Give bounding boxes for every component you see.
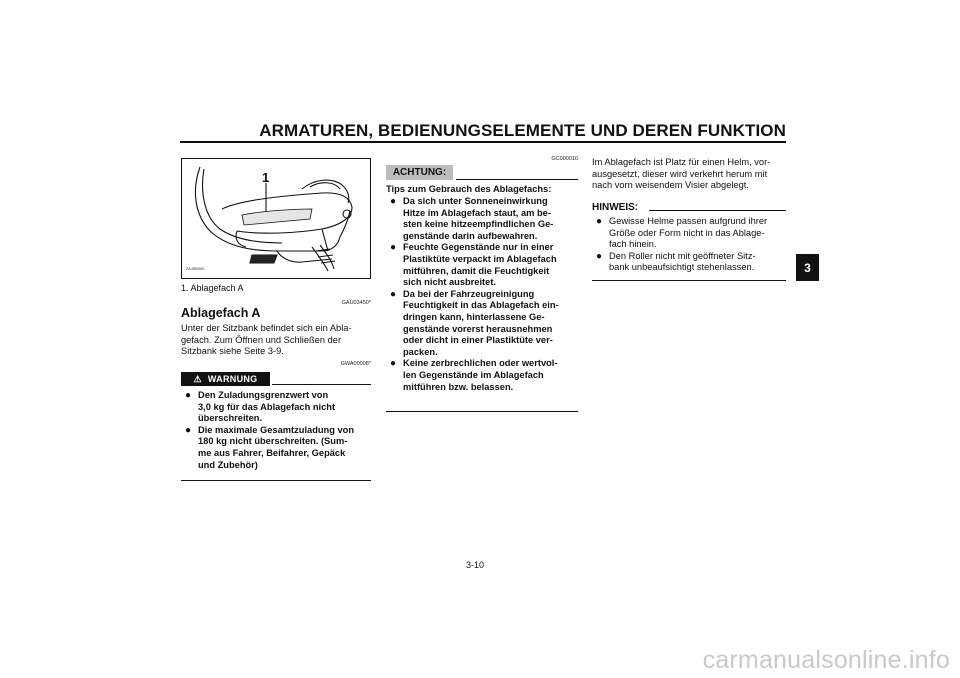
bullet-icon: ● — [596, 250, 603, 262]
list-line: Feuchte Gegenstände nur in einer — [403, 242, 554, 253]
list-item — [592, 216, 788, 251]
section-title: Ablagefach A — [181, 306, 261, 320]
bullet-icon: ● — [390, 196, 397, 207]
list-line: bank unbeaufsichtigt stehenlassen. — [609, 262, 755, 273]
list-line: oder dicht in einer Plastiktüte ver- — [403, 335, 553, 346]
list-line: Plastiktüte verpackt im Ablagefach — [403, 253, 557, 264]
list-line: Den Roller nicht mit geöffneter Sitz- — [609, 250, 756, 261]
warning-triangle-icon: ⚠ — [193, 373, 202, 384]
caution-end-rule — [386, 411, 578, 412]
list-line: me aus Fahrer, Beifahrer, Gepäck — [198, 447, 346, 458]
list-line: 3,0 kg für das Ablagefach nicht — [198, 401, 336, 412]
body-line: nach vorn weisendem Visier abgelegt. — [592, 180, 749, 191]
list-item — [386, 358, 580, 393]
list-line: Größe oder Form nicht in das Ablage- — [609, 227, 765, 238]
note-list — [592, 216, 788, 274]
list-line: mitführen bzw. belassen. — [403, 381, 514, 392]
list-item — [592, 251, 788, 274]
figure-code: 2AJ9B050 — [186, 266, 205, 271]
caution-code: GC000010 — [551, 156, 578, 162]
note-label: HINWEIS: — [592, 202, 639, 213]
body-line: Im Ablagefach ist Platz für einen Helm, vor- — [592, 157, 771, 167]
helmet-info-text — [592, 157, 788, 192]
list-line: Die maximale Gesamtzuladung von — [198, 424, 355, 435]
figure-callout-number: 1 — [262, 170, 270, 185]
body-line: Sitzbank siehe Seite 3-9. — [181, 346, 284, 357]
list-line: packen. — [403, 346, 438, 357]
storage-compartment-illustration — [181, 158, 371, 279]
watermark-text[interactable]: carmanualsonline.info — [702, 646, 950, 674]
caution-intro: Tips zum Gebrauch des Ablagefachs: — [386, 184, 552, 194]
bullet-icon: ● — [185, 424, 192, 436]
list-line: sich nicht ausbreitet. — [403, 277, 496, 288]
page-number: 3-10 — [466, 560, 485, 570]
list-line: und Zubehör) — [198, 459, 258, 470]
warning-code: GWA00008* — [340, 361, 371, 367]
caution-header-rule — [456, 179, 578, 180]
bullet-icon: ● — [390, 358, 397, 370]
list-line: Feuchtigkeit in das Ablagefach ein- — [403, 300, 559, 311]
list-line: Keine zerbrechlichen oder wertvol- — [403, 358, 558, 369]
bullet-icon: ● — [596, 216, 603, 227]
warning-badge — [181, 372, 270, 386]
bullet-icon: ● — [390, 288, 397, 300]
list-item — [386, 289, 580, 359]
list-line: fach hinein. — [609, 239, 657, 250]
list-line: mitführen, damit die Feuchtigkeit — [403, 265, 550, 276]
section-code: GAU03450* — [341, 300, 371, 306]
warning-header-rule — [272, 384, 371, 385]
list-item — [386, 196, 580, 242]
scooter-seat-drawing — [182, 159, 371, 279]
bullet-icon: ● — [185, 390, 192, 401]
list-line: 180 kg nicht überschreiten. (Sum- — [198, 436, 348, 447]
bullet-icon: ● — [390, 242, 397, 254]
caution-list — [386, 196, 580, 393]
list-line: Hitze im Ablagefach staut, am be- — [403, 207, 551, 218]
warning-list — [181, 390, 373, 471]
list-line: genstände darin aufbewahren. — [403, 230, 538, 241]
list-line: dringen kann, hinterlassene Ge- — [403, 311, 545, 322]
section-body — [181, 323, 373, 358]
list-line: Gewisse Helme passen aufgrund ihrer — [609, 216, 768, 226]
list-item — [181, 390, 373, 425]
list-line: Den Zuladungsgrenzwert von — [198, 390, 329, 400]
header-rule — [180, 141, 786, 143]
figure-caption: 1. Ablagefach A — [181, 283, 244, 293]
list-line: genstände vorerst herausnehmen — [403, 323, 553, 334]
list-line: sten keine hitzeempfindlichen Ge- — [403, 219, 554, 230]
list-line: Da sich unter Sonneneinwirkung — [403, 196, 548, 206]
body-line: gefach. Zum Öffnen und Schließen der — [181, 334, 342, 345]
list-item — [386, 242, 580, 288]
list-line: überschreiten. — [198, 413, 263, 424]
body-line: ausgesetzt, dieser wird verkehrt herum mit — [592, 168, 768, 179]
note-header-rule — [649, 210, 786, 211]
list-line: len Gegenstände im Ablagefach — [403, 369, 544, 380]
chapter-tab[interactable]: 3 — [796, 254, 819, 281]
list-item — [181, 425, 373, 471]
warning-end-rule — [181, 480, 371, 481]
body-line: Unter der Sitzbank befindet sich ein Abla- — [181, 323, 352, 333]
note-end-rule — [592, 280, 786, 281]
list-line: Da bei der Fahrzeugreinigung — [403, 288, 535, 299]
page-header-title: ARMATUREN, BEDIENUNGSELEMENTE UND DEREN FUNKTION — [259, 121, 786, 140]
caution-badge: ACHTUNG: — [386, 165, 453, 180]
warning-label: WARNUNG — [207, 374, 258, 384]
